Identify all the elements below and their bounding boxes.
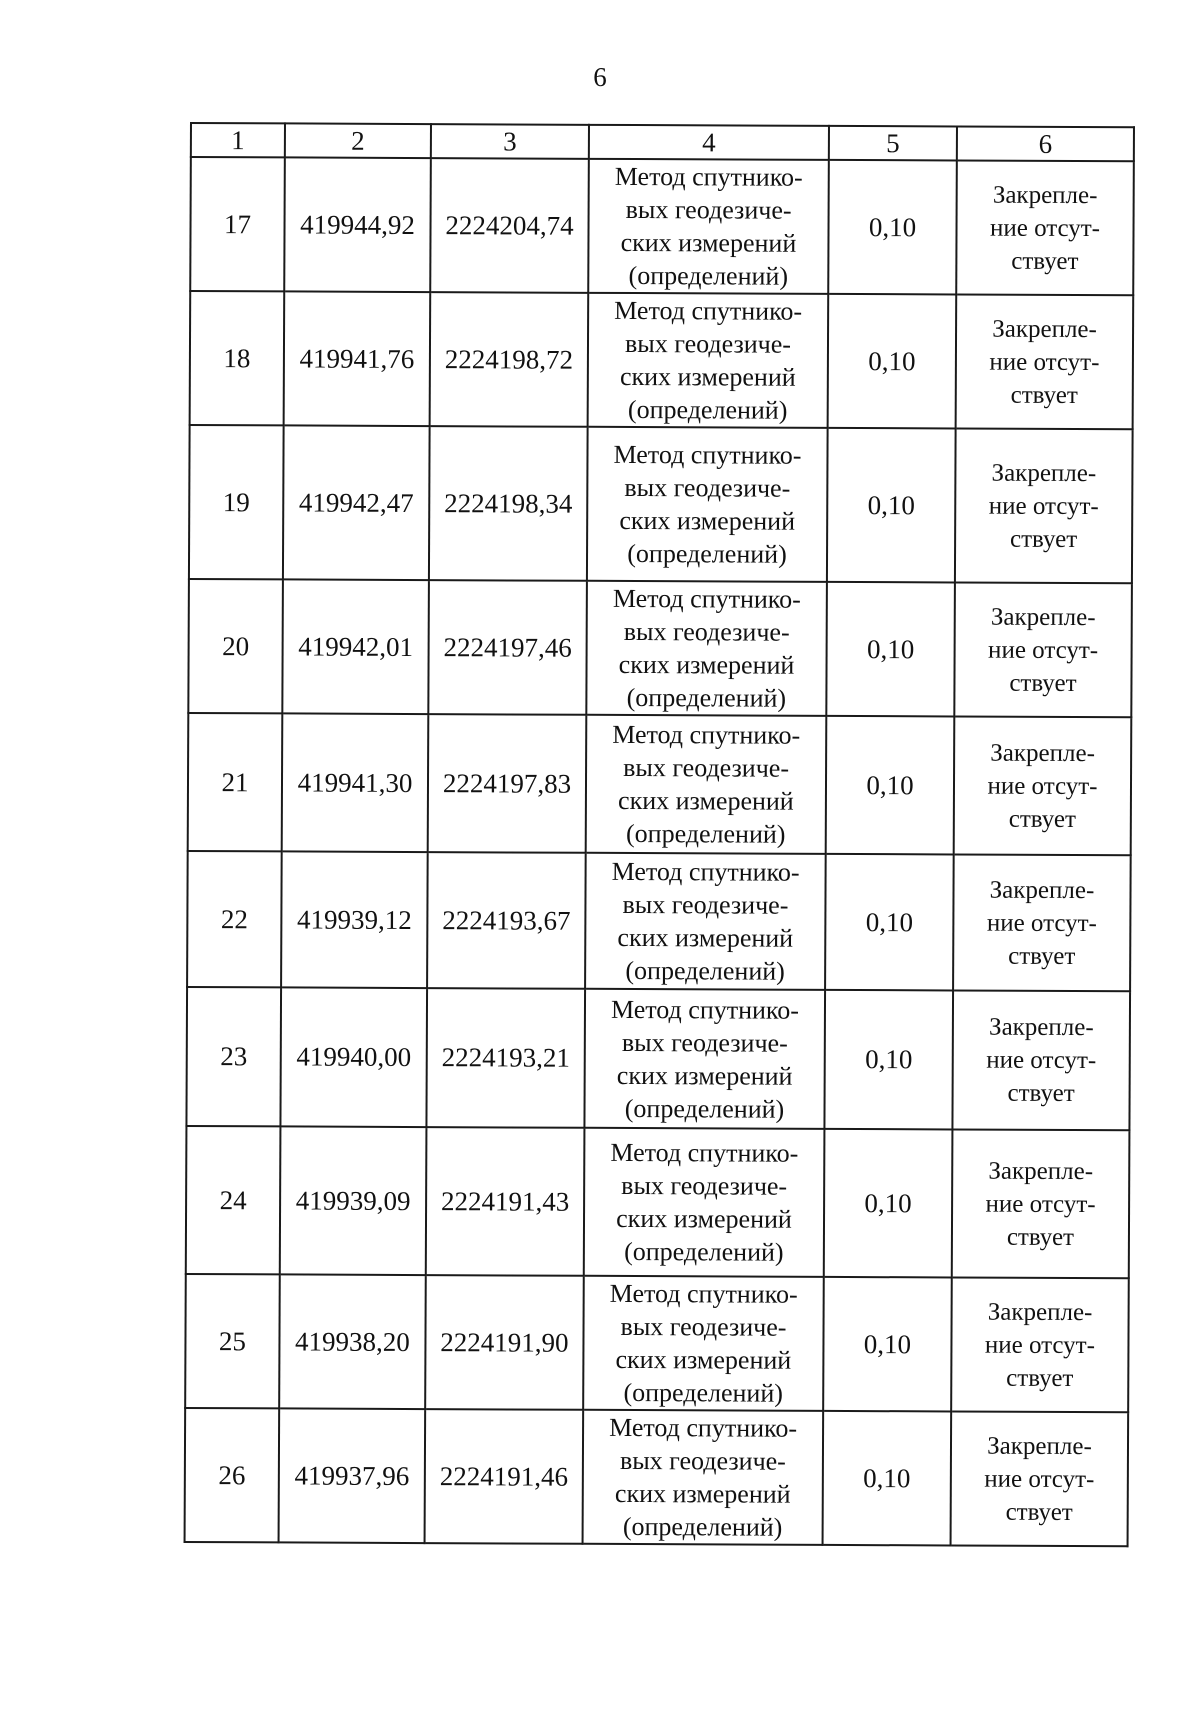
marking-status-cell: Закрепле- ние отсут- ствует [954,582,1132,717]
table-row [186,987,1130,1130]
marking-status-cell: Закрепле- ние отсут- ствует [952,990,1130,1130]
point-number-cell: 19 [189,425,284,579]
marking-status-cell: Закрепле- ние отсут- ствует [956,294,1134,429]
column-header-3: 3 [431,124,589,159]
marking-status-cell: Закрепле- ние отсут- ствует [954,716,1132,855]
method-cell: Метод спутнико- вых геодезиче- ских измерений (определений) [584,989,825,1129]
point-number-cell: 21 [188,713,283,851]
method-cell: Метод спутнико- вых геодезиче- ских измерений (определений) [586,581,827,716]
table-row [190,157,1134,295]
table-row [187,851,1131,991]
point-number-cell: 18 [190,291,285,425]
method-cell: Метод спутнико- вых геодезиче- ских измерений (определений) [583,1410,824,1545]
x-coordinate-cell: 419937,96 [279,1408,426,1543]
table-row [186,1126,1130,1278]
x-coordinate-cell: 419939,09 [280,1126,427,1275]
accuracy-cell: 0,10 [828,160,957,295]
coordinates-table [184,122,1135,1547]
method-cell: Метод спутнико- вых геодезиче- ских измерений (определений) [588,159,829,294]
y-coordinate-cell: 2224204,74 [430,158,589,293]
method-cell: Метод спутнико- вых геодезиче- ских измерений (определений) [586,715,827,854]
table-row [185,1274,1129,1412]
table-row [188,713,1132,855]
marking-status-cell: Закрепле- ние отсут- ствует [951,1411,1129,1546]
accuracy-cell: 0,10 [828,294,957,429]
column-header-2: 2 [285,123,431,158]
y-coordinate-cell: 2224198,72 [430,292,589,427]
marking-status-cell: Закрепле- ние отсут- ствует [953,854,1131,991]
x-coordinate-cell: 419942,47 [283,425,430,580]
point-number-cell: 17 [190,157,285,291]
accuracy-cell: 0,10 [823,1277,952,1412]
point-number-cell: 26 [185,1408,280,1542]
method-cell: Метод спутнико- вых геодезиче- ских измерений (определений) [585,853,826,990]
x-coordinate-cell: 419940,00 [280,987,427,1127]
table-row [189,425,1133,583]
accuracy-cell: 0,10 [825,854,954,991]
accuracy-cell: 0,10 [824,990,953,1130]
table-header [191,123,1134,161]
table-row [190,291,1134,429]
y-coordinate-cell: 2224197,46 [428,580,587,715]
method-cell: Метод спутнико- вых геодезиче- ских измерений (определений) [584,1128,825,1277]
column-header-6: 6 [957,126,1134,161]
point-number-cell: 25 [185,1274,280,1408]
table-row [185,1408,1129,1546]
header-row [191,123,1134,161]
accuracy-cell: 0,10 [827,428,956,583]
method-cell: Метод спутнико- вых геодезиче- ских измерений (определений) [583,1276,824,1411]
x-coordinate-cell: 419938,20 [279,1274,426,1409]
marking-status-cell: Закрепле- ние отсут- ствует [951,1277,1129,1412]
x-coordinate-cell: 419939,12 [281,851,428,988]
point-number-cell: 20 [188,579,283,713]
accuracy-cell: 0,10 [826,582,955,717]
method-cell: Метод спутнико- вых геодезиче- ских измерений (определений) [588,293,829,428]
y-coordinate-cell: 2224198,34 [429,426,588,581]
y-coordinate-cell: 2224193,67 [427,852,586,989]
x-coordinate-cell: 419944,92 [284,157,431,292]
point-number-cell: 24 [186,1126,281,1274]
y-coordinate-cell: 2224191,43 [426,1127,585,1276]
point-number-cell: 22 [187,851,282,987]
x-coordinate-cell: 419942,01 [282,579,429,714]
marking-status-cell: Закрепле- ние отсут- ствует [955,428,1133,583]
marking-status-cell: Закрепле- ние отсут- ствует [956,160,1134,295]
table-body [185,157,1134,1546]
y-coordinate-cell: 2224193,21 [426,988,585,1128]
column-header-4: 4 [589,125,829,160]
x-coordinate-cell: 419941,76 [284,291,431,426]
y-coordinate-cell: 2224191,90 [425,1275,584,1410]
marking-status-cell: Закрепле- ние отсут- ствует [952,1129,1130,1278]
y-coordinate-cell: 2224191,46 [425,1409,584,1544]
point-number-cell: 23 [186,987,281,1126]
table-row [188,579,1132,717]
column-header-5: 5 [829,126,957,161]
accuracy-cell: 0,10 [824,1129,953,1278]
y-coordinate-cell: 2224197,83 [428,714,587,853]
page-number: 6 [593,62,607,92]
accuracy-cell: 0,10 [826,716,955,855]
column-header-1: 1 [191,123,285,157]
x-coordinate-cell: 419941,30 [282,713,429,852]
accuracy-cell: 0,10 [823,1411,952,1546]
method-cell: Метод спутнико- вых геодезиче- ских измерений (определений) [587,427,828,582]
